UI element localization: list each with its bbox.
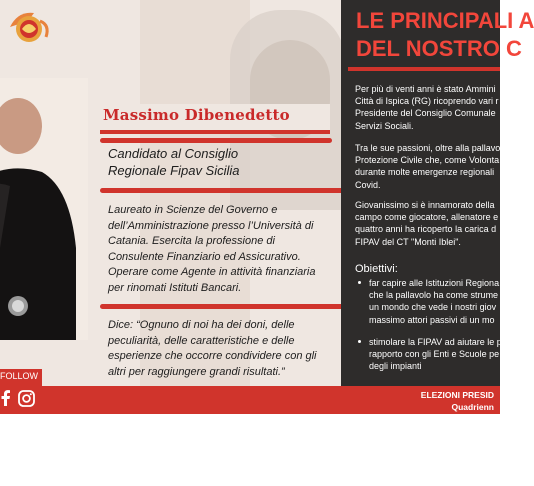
text-line: Servizi Sociali. [355,120,414,131]
instagram-icon[interactable] [18,390,35,407]
divider [100,304,358,309]
text-line: durante molte emergenze regionali [355,167,495,178]
follow-label: FOLLOW [0,371,39,381]
panel-title-line: LE PRINCIPALI A [356,8,534,33]
text-line: Città di Ispica (RG) ricoprendo vari r [355,96,499,107]
panel-paragraph-passions [355,142,500,191]
text-line: campo come giocatore, allenatore e [355,212,499,223]
text-line: massimo attori passivi di un mo [369,314,495,325]
text-line: Protezione Civile che, come Volonta [355,155,500,166]
candidate-name: Massimo Dibenedetto [103,106,290,124]
candidate-cv: Laureato in Scienze del Governo e dell’Amministrazione presso l’Università di Catania. Esercita la professione di Consulente Finanziario ed Assicurativo. Operare come Agente in attività finanziaria per rinomati Istituti Bancari. [108,204,316,294]
objectives-heading: Obiettivi: [355,263,398,275]
election-title: ELEZIONI PRESID [420,390,494,400]
text-line: Per più di venti anni è stato Ammini [355,84,496,94]
divider [100,188,358,193]
candidacy-title [108,145,318,179]
objective-item [369,336,502,373]
candidate-portrait [0,78,88,340]
text-line: Covid. [355,179,381,190]
divider [100,138,332,143]
panel-title-line: DEL NOSTRO C [356,36,522,61]
objective-item [369,277,499,326]
panel-divider [348,67,500,71]
panel-paragraph-career [355,83,499,132]
text-line: Tra le sue passioni, oltre alla pallavo [355,143,501,153]
text-line: Presidente del Consiglio Comunale [355,108,496,119]
candidacy-line: Candidato al Consiglio [108,146,239,161]
text-line: quattro anni ha ricoperto la carica d [355,224,497,235]
election-subtitle: Quadrienn [451,402,494,412]
candidate-photo [0,78,88,340]
text-line: far capire alle Istituzioni Regiona [369,278,500,288]
text-line: Giovanissimo si è innamorato della [355,200,495,210]
panel-paragraph-volleyball [355,199,498,248]
text-line: FIPAV del CT "Monti Iblei". [355,236,461,247]
panel-title [356,7,534,63]
text-line: degli impianti [369,361,422,372]
election-caption [421,389,494,413]
candidate-quote: Dice: “Ognuno di noi ha dei doni, delle peculiarità, delle caratteristiche e delle esperienze che occorre condividere con gli altri per raggiungere grandi risultati.” [108,319,317,378]
text-line: rapporto con gli Enti e Scuole pe [369,349,500,360]
facebook-icon[interactable] [0,390,11,406]
bullet-icon [358,340,361,343]
text-line: stimolare la FIPAV ad aiutare le p [369,337,502,347]
text-line: che la pallavolo ha come strume [369,290,499,301]
bullet-icon [358,281,361,284]
text-line: un mondo che vede i nostri giov [369,302,497,313]
club-logo [4,7,54,47]
candidacy-line: Regionale Fipav Sicilia [108,163,240,178]
